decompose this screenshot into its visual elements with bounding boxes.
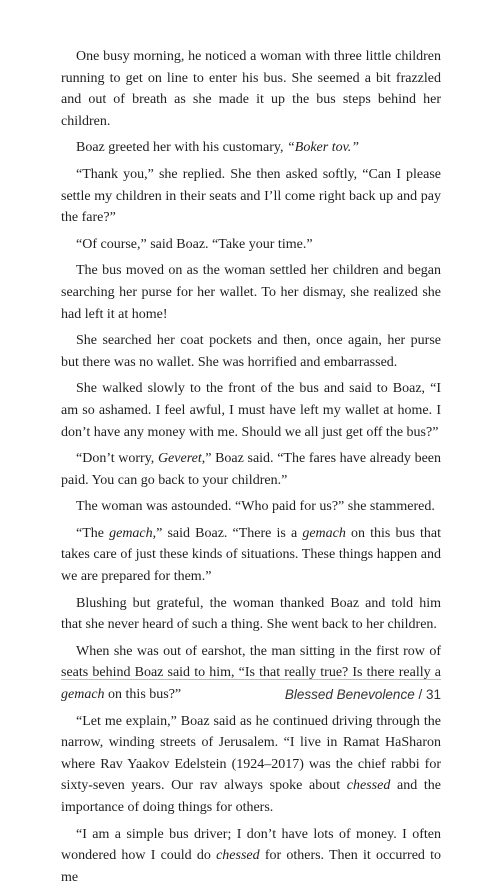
paragraph	[61, 137, 441, 159]
italic-text: “Boker tov.”	[286, 140, 360, 156]
paragraph	[61, 234, 441, 256]
footer-book-title: Blessed Benevolence	[284, 687, 415, 702]
paragraph	[61, 711, 441, 819]
text-run: “The	[76, 525, 110, 541]
running-footer	[285, 687, 441, 702]
text-run: Boaz greeted her with his customary,	[76, 140, 287, 156]
text-run: “Of course,” said Boaz. “Take your time.”	[76, 236, 313, 252]
page-number: 31	[425, 687, 441, 702]
text-run: “I am a simple bus driver; I don’t have lots of money. I often wondered how I could do	[61, 826, 441, 864]
footer-divider	[61, 679, 441, 680]
text-run: The bus moved on as the woman settled her children and began searching her purse for her wallet. To her dismay, she realized she had left it at home!	[61, 263, 441, 322]
paragraph	[61, 448, 441, 491]
paragraph	[61, 164, 441, 229]
text-run: Blushing but grateful, the woman thanked Boaz and told him that she never heard of such a thing. She went back to her children.	[61, 595, 441, 633]
paragraph	[61, 593, 441, 636]
italic-text: gemach	[302, 525, 346, 541]
italic-text: gemach	[109, 525, 153, 541]
text-run: She walked slowly to the front of the bus and said to Boaz, “I am so ashamed. I feel awful, I must have left my wallet at home. I don’t have any money with me. Should we all just get off the bus?”	[61, 381, 441, 440]
text-run: One busy morning, he noticed a woman with three little children running to get on line to enter his bus. She seemed a bit frazzled and out of breath as she made it up the bus steps behind her children.	[61, 49, 441, 129]
text-run: “Thank you,” she replied. She then asked softly, “Can I please settle my children in their seats and I’ll come right back up and pay the fare?”	[61, 166, 441, 226]
paragraph	[61, 378, 441, 443]
paragraph	[61, 496, 441, 518]
page-body	[61, 46, 441, 893]
text-run: for others. Then it occurred to me	[61, 848, 442, 885]
text-run: When she was out of earshot, the man sitting in the first row of seats behind Boaz said to him, “Is that really true? Is there really a	[61, 643, 441, 681]
text-run: The woman was astounded. “Who paid for us?” she stammered.	[76, 499, 435, 515]
text-run: She searched her coat pockets and then, once again, her purse but there was no wallet. She was horrified and embarrassed.	[61, 333, 441, 370]
paragraph	[61, 824, 441, 889]
text-run: “Don’t worry,	[76, 451, 158, 467]
paragraph	[61, 330, 441, 373]
paragraph	[61, 260, 441, 325]
italic-text: gemach	[61, 687, 105, 703]
text-run: ,” said Boaz. “There is a	[152, 525, 303, 541]
footer-separator: /	[414, 687, 426, 702]
italic-text: chessed	[346, 778, 391, 794]
paragraph	[61, 46, 441, 132]
text-run: and the importance of doing things for others.	[61, 778, 442, 815]
paragraph	[61, 523, 441, 588]
text-run: “Let me explain,” Boaz said as he continued driving through the narrow, winding streets of Jerusalem. “I live in Ramat HaSharon where Rav Yaakov Edelstein (1924–2017) was the chief rabbi for sixty-seven years. Our rav always spoke about	[61, 713, 441, 794]
italic-text: Geveret	[157, 451, 202, 467]
text-run: on this bus?”	[104, 687, 182, 703]
italic-text: chessed	[216, 848, 260, 864]
text-run: on this bus that takes care of just these kinds of situations. These things happen and we are prepared for them.”	[61, 525, 441, 585]
text-run: ,” Boaz said. “The fares have already been paid. You can go back to your children.”	[61, 451, 441, 488]
